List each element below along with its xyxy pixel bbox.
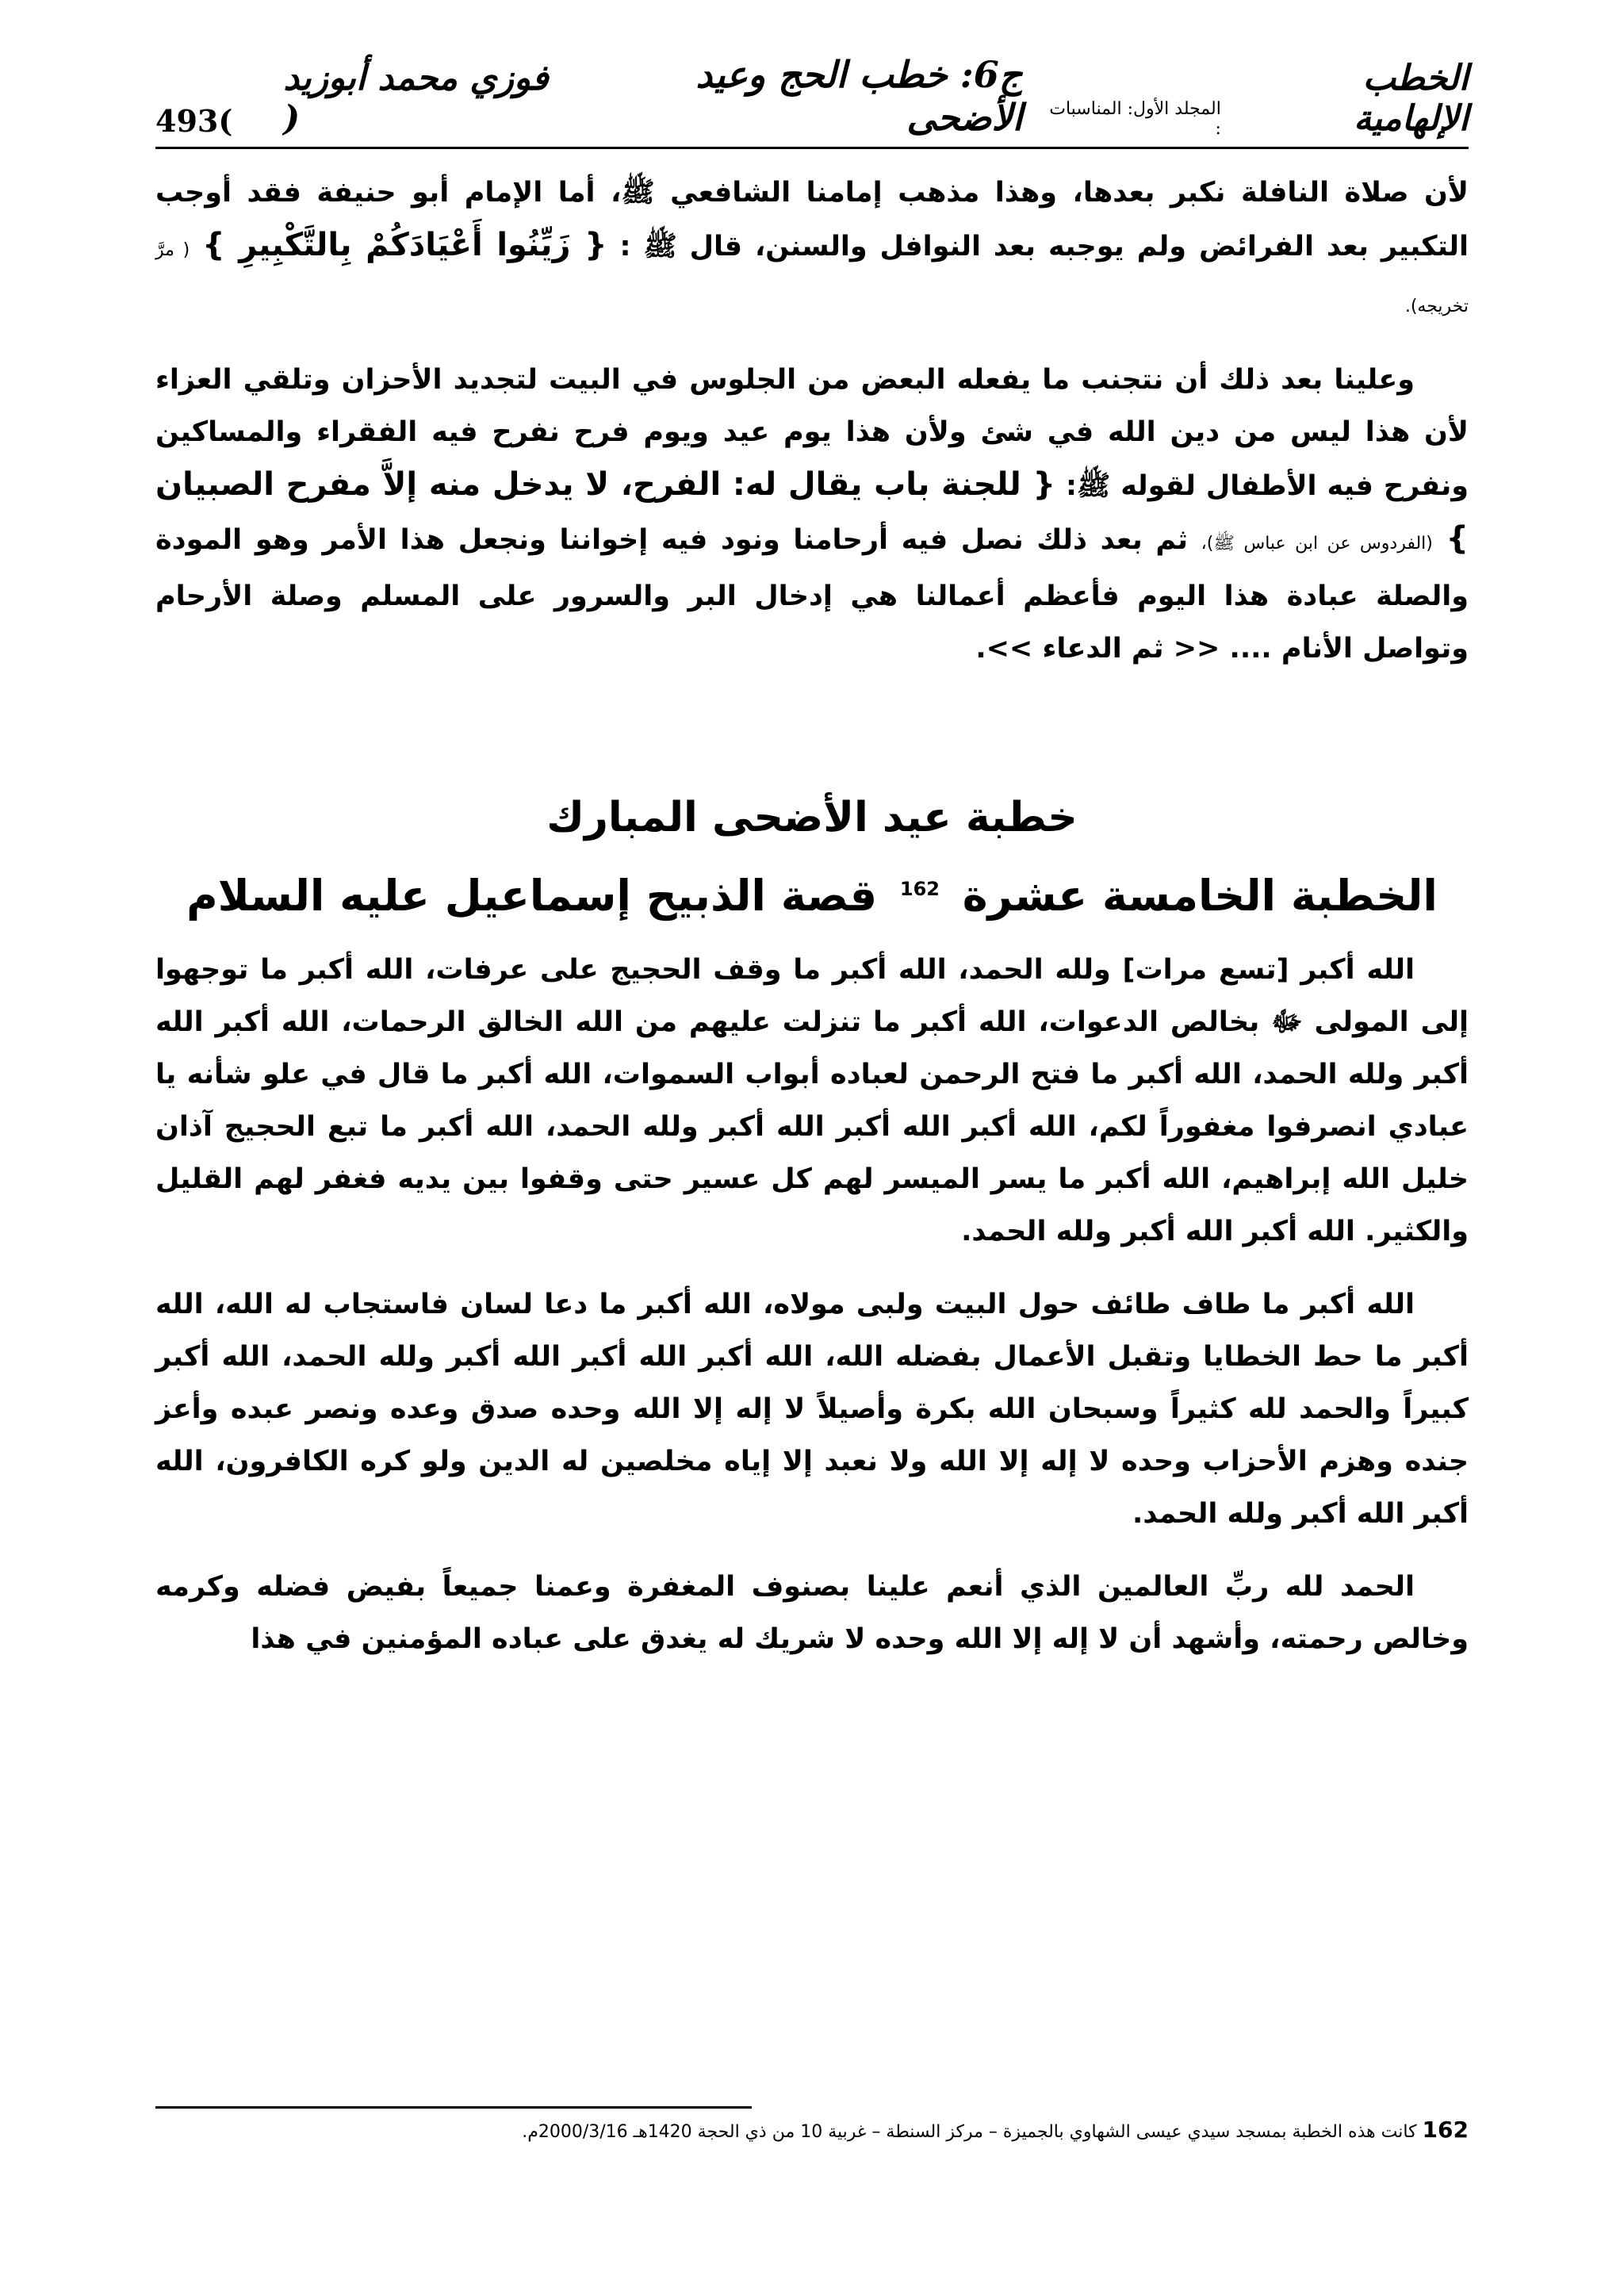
footnote-ref: 162 — [899, 878, 940, 900]
footnote — [155, 2114, 1469, 2148]
header-chapter: ج6: خطب الحج وعيد الأضحى — [695, 53, 1023, 139]
paragraph-2-tail: ثم بعد ذلك نصل فيه أرحامنا ونود فيه إخواننا ونجعل هذا الأمر وهو المودة والصلة عبادة هذا اليوم فأعظم أعمالنا هي إدخال البر والسرور على المسلم وصلة الأرحام وتواصل الأنام .... << ثم الدعاء >>. — [155, 524, 1469, 665]
header-author: فوزي محمد أبوزيد ) — [283, 58, 549, 139]
quote-1-note: ( مرَّ تخريجه). — [155, 240, 1469, 316]
subtitle-part-a: الخطبة الخامسة عشرة — [962, 871, 1438, 921]
footnote-number: 162 — [1422, 2117, 1469, 2143]
quote-paradise-gate: { للجنة باب يقال له: الفرح، لا يدخل منه إلاَّ مفرح الصبيان } — [155, 466, 1469, 557]
header-series: الخطب الإلهامية — [1354, 58, 1469, 139]
header-middle — [573, 53, 1469, 139]
sermon-subtitle — [155, 849, 1469, 936]
quote-2-note: (الفردوس عن ابن عباس ﷺ)، — [1201, 534, 1433, 554]
header-volume: المجلد الأول: المناسبات : — [1049, 99, 1221, 139]
footnote-text: كانت هذه الخطبة بمسجد سيدي عيسى الشهاوي بالجميزة – مركز السنطة – غربية 10 من ذي الحجة 1420هـ 2000/3/16م. — [522, 2122, 1417, 2142]
paragraph-3: الله أكبر [تسع مرات] ولله الحمد، الله أكبر ما وقف الحجيج على عرفات، الله أكبر ما توجهوا إلى المولى ﷻ بخالص الدعوات، الله أكبر ما تنزلت عليهم من الله الخالق الرحمات، الله أكبر الله أكبر ولله الحمد، الله أكبر ما فتح الرحمن لعباده أبواب السموات، الله أكبر ما قال في علو شأنه يا عبادي انصرفوا مغفوراً لكم، الله أكبر الله أكبر الله أكبر ولله الحمد، الله أكبر ما تبع الحجيج آذان خليل الله إبراهيم، الله أكبر ما يسر الميسر لهم كل عسير حتى وقفوا بين يديه فغفر لهم القليل والكثير. الله أكبر الله أكبر ولله الحمد. — [155, 954, 1469, 1247]
header-left — [155, 58, 573, 139]
paragraph-1-text: لأن صلاة النافلة نكبر بعدها، وهذا مذهب إمامنا الشافعي ﷺ، أما الإمام أبو حنيفة فقد أوجب التكبير بعد الفرائض ولم يوجبه بعد النوافل والسنن، قال ﷺ : — [155, 177, 1469, 262]
quote-adorn-eids: { زَيِّنُوا أَعْيَادَكُمْ بِالتَّكْبِيرِ } — [202, 227, 607, 263]
paragraph-2 — [155, 354, 1469, 675]
paragraph-5: الحمد لله ربِّ العالمين الذي أنعم علينا بصنوف المغفرة وعمنا جميعاً بفيض فضله وكرمه وخالص رحمته، وأشهد أن لا إله إلا الله وحده لا شريك له يغدق على عباده المؤمنين في هذا — [155, 1571, 1469, 1655]
footnote-divider — [155, 2106, 752, 2109]
sermon-title: خطبة عيد الأضحى المبارك — [546, 794, 1078, 841]
page-number: 493( — [155, 103, 233, 139]
paragraph-4: الله أكبر ما طاف طائف حول البيت ولبى مولاه، الله أكبر ما دعا لسان فاستجاب له الله، الله أكبر ما حط الخطايا وتقبل الأعمال بفضله الله، الله أكبر الله أكبر الله أكبر ولله الحمد، الله أكبر كبيراً والحمد لله كثيراً وسبحان الله بكرة وأصيلاً لا إله إلا الله وحده صدق وعده ونصر عبده وأعز جنده وهزم الأحزاب وحده لا إله إلا الله ولا نعبد إلا إياه مخلصين له الدين ولو كره الكافرون، الله أكبر الله أكبر ولله الحمد. — [155, 1289, 1469, 1530]
subtitle-part-b: قصة الذبيح إسماعيل عليه السلام — [186, 871, 878, 921]
paragraph-2-text: وعلينا بعد ذلك أن نتجنب ما يفعله البعض من الجلوس في البيت لتجديد الأحزان وتلقي العزاء لأن هذا ليس من دين الله في شئ ولأن هذا يوم عيد ويوم فرح نفرح فيه الفقراء والمساكين ونفرح فيه الأطفال لقوله ﷺ: — [155, 364, 1469, 502]
page-body — [155, 167, 1469, 1665]
paragraph-1 — [155, 167, 1469, 333]
page-header — [155, 53, 1469, 149]
